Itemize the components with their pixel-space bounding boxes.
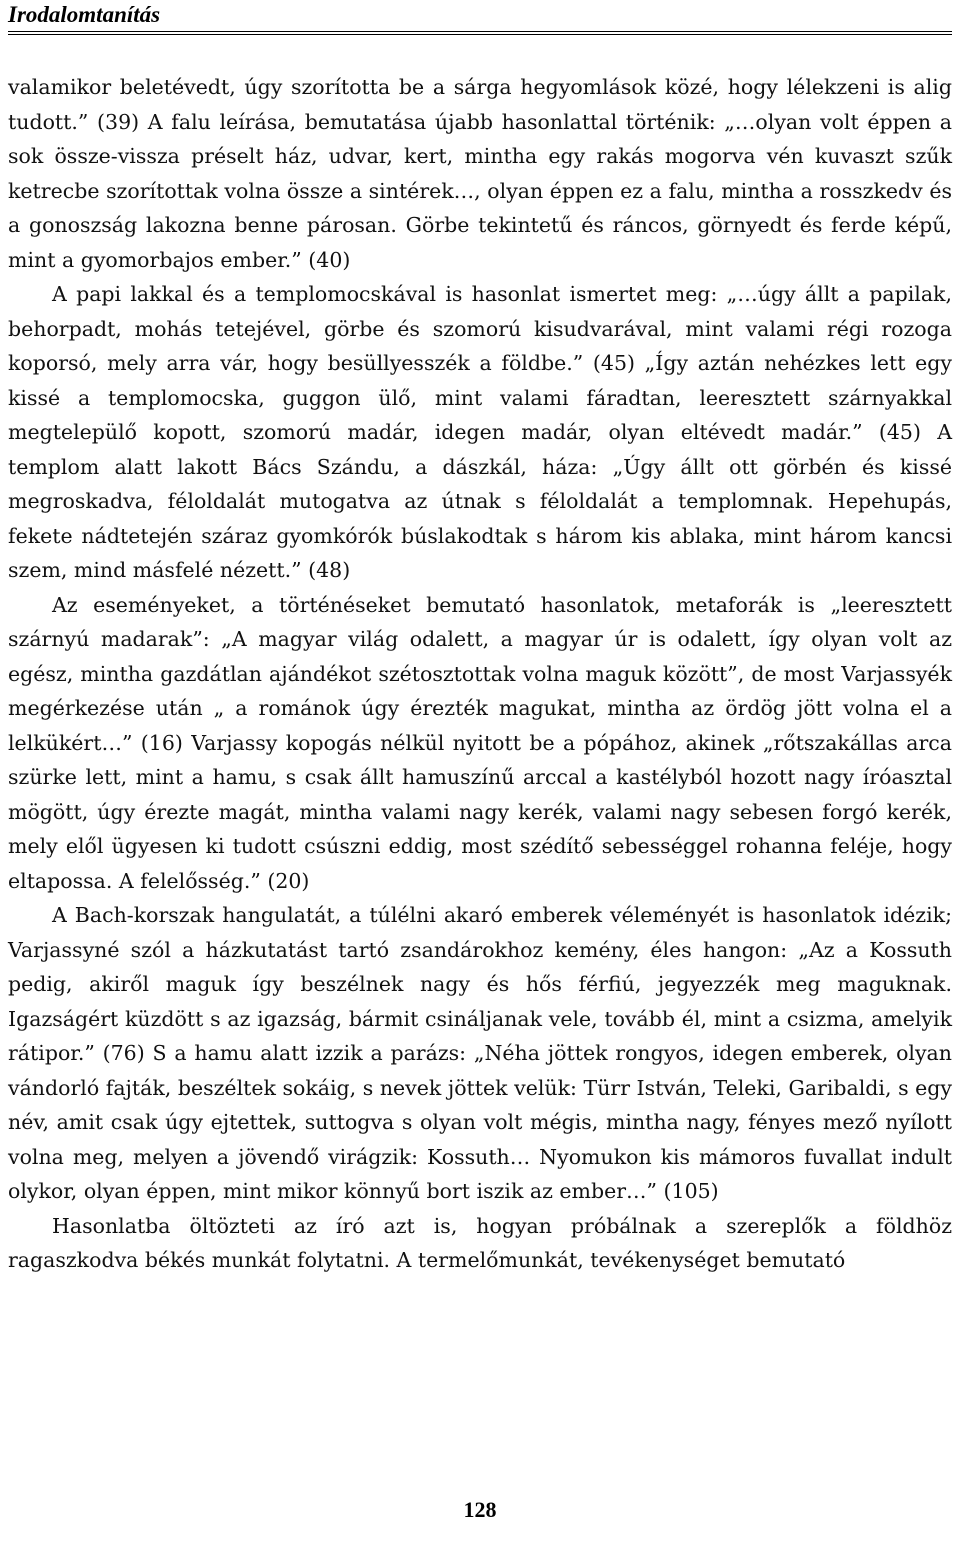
paragraph-5: Hasonlatba öltözteti az író azt is, hogyan próbálnak a szereplők a földhöz ragaszkodva békés munkát folytatni. A termelőmunkát, tevékenységet bemutató [8, 1213, 952, 1272]
header-rule [8, 31, 952, 35]
body-text [8, 70, 952, 1278]
paragraph-2: A papi lakkal és a templomocskával is hasonlat ismertet meg: „…úgy állt a papilak, behorpadt, mohás tetejével, görbe és szomorú kisudvarával, mint valami régi rozoga koporsó, mely arra vár, hogy besüllyesszék a földbe.” (45) „Így aztán nehézkes lett egy kissé a templomocska, guggon ülő, mint valami fáradtan, leeresztett szárnyakkal megtelepülő kopott, szomorú madár, idegen madár, olyan eltévedt madár.” (45) A templom alatt lakott Bács Szándu, a dászkál, háza: „Úgy állt ott görbén és kissé megroskadva, féloldalát mutogatva az útnak s féloldalát a templomnak. Hepehupás, fekete nádtetején száraz gyomkórók búslakodtak s három kis ablaka, mint három kancsi szem, mind másfelé nézett.” (48) [8, 282, 952, 582]
paragraph-1: valamikor beletévedt, úgy szorította be a sárga hegyomlások közé, hogy lélekzeni is alig tudott.” (39) A falu leírása, bemutatása újabb hasonlattal történik: „…olyan volt éppen a sok össze-vissza préselt ház, udvar, kert, mintha egy rakás mogorva vén kuvaszt szűk ketrecbe szorítottak volna össze a sintérek…, olyan éppen ez a falu, mintha a rosszkedv és a gonoszság lakozna benne párosan. Görbe tekintetű és ráncos, görnyedt és ferde képű, mint a gyomorbajos ember.” (40) [8, 75, 952, 272]
paragraph-4: A Bach-korszak hangulatát, a túlélni akaró emberek véleményét is hasonlatok idézik; Varjassyné szól a házkutatást tartó zsandárokhoz kemény, éles hangon: „Az a Kossuth pedig, akiről maguk így beszélnek nagy és hős férfiú, jegyezzék meg maguknak. Igazságért küzdött s az igazság, bármit csináljanak vele, tovább él, mint a csizma, amelyik rátipor.” (76) S a hamu alatt izzik a parázs: „Néha jöttek rongyos, idegen emberek, olyan vándorló fajták, beszéltek sokáig, s nevek jöttek velük: Türr István, Teleki, Garibaldi, s egy név, amit csak úgy ejtettek, suttogva s olyan volt mégis, mintha nagy, fényes mező nyílott volna meg, melyen a jövendő virágzik: Kossuth… Nyomukon kis mámoros fuvallat indult olykor, olyan éppen, mint mikor könnyű bort iszik az ember…” (105) [8, 903, 952, 1203]
paragraph-3: Az eseményeket, a történéseket bemutató hasonlatok, metaforák is „leeresztett szárnyú madarak”: „A magyar világ odalett, a magyar úr is odalett, így olyan volt az egész, mintha gazdátlan ajándékot szétosztottak volna maguk között”, de most Varjassyék megérkezése után „ a románok úgy érezték magukat, mintha az ördög jött volna el a lelkükért…” (16) Varjassy kopogás nélkül nyitott be a pópához, akinek „rőtszakállas arca szürke lett, mint a hamu, s csak állt hamuszínű arccal a kastélyból hozott nagy íróasztal mögött, úgy érezte magát, mintha valami nagy kerék, valami nagy sebesen forgó kerék, mely elől ügyesen ki tudott csúszni eddig, most szédítő sebességgel rohanna feléje, hogy eltapossa. A felelősség.” (20) [8, 592, 952, 893]
running-header [8, 0, 952, 36]
header-title: Irodalomtanítás [8, 2, 161, 27]
page-number: 128 [463, 1497, 497, 1522]
